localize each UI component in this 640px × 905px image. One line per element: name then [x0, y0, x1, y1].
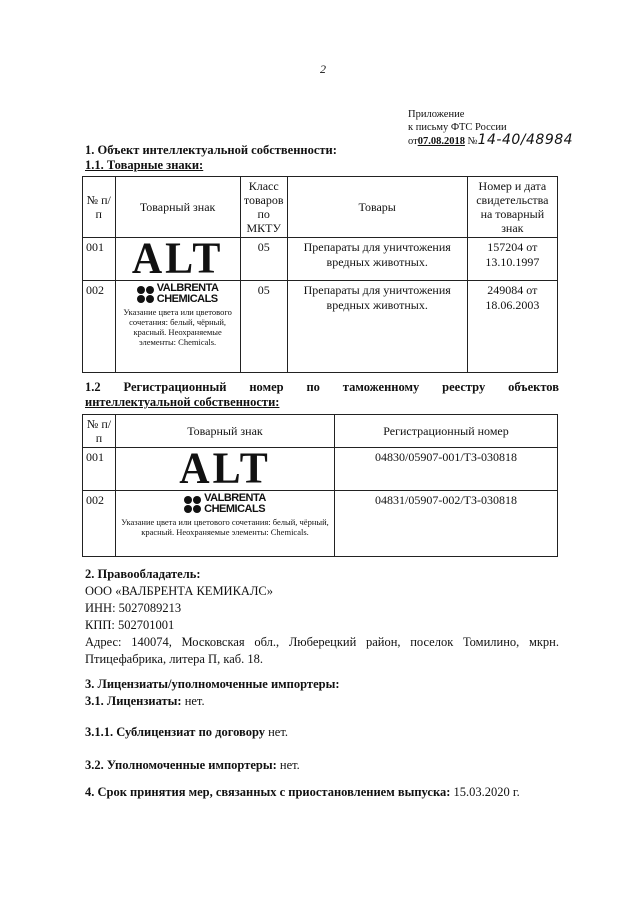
- header-num: № п/п: [83, 177, 116, 238]
- row-goods: Препараты для уничтожения вредных животных.: [287, 238, 467, 281]
- term-value: 15.03.2020 г.: [453, 785, 520, 799]
- logo-note: Указание цвета или цветового сочетания: белый, чёрный, красный. Неохраняемые элементы: Chemicals.: [123, 307, 232, 347]
- trademark-alt-logo: [115, 234, 240, 284]
- row-certificate: 157204 от 13.10.1997: [467, 238, 557, 281]
- licensees-label: 3.1. Лицензиаты:: [85, 694, 182, 708]
- valbrenta-word: VALBRENTA: [204, 492, 266, 504]
- licensees-value: нет.: [184, 694, 205, 708]
- trademark-alt-logo: [116, 444, 335, 494]
- company-kpp: КПП: 502701001: [85, 618, 175, 632]
- section1-subtitle: 1.1. Товарные знаки:: [85, 158, 204, 172]
- row-num: 001: [83, 238, 116, 281]
- valbrenta-word: VALBRENTA: [156, 282, 219, 294]
- trademark-valbrenta-logo: [115, 281, 240, 373]
- company-address: Адрес: 140074, Московская обл., Люберецкий район, поселок Томилино, мкрн. Птицефабрика, литера П, каб. 18.: [85, 635, 559, 666]
- header-trademark: Товарный знак: [116, 415, 335, 448]
- rightholder-section: [85, 566, 559, 668]
- section2-title: 2. Правообладатель:: [85, 567, 201, 581]
- section12-title-line1: 1.2 Регистрационный номер по таможенному реестру объектов: [85, 380, 559, 394]
- alt-logo-text: ALT: [131, 234, 224, 284]
- valbrenta-logo: [119, 493, 331, 515]
- valbrenta-dots-icon: [137, 286, 154, 303]
- page-number: 2: [320, 62, 326, 76]
- appendix-number: 14-40/48984: [477, 132, 574, 148]
- row-reg-number: 04831/05907-002/ТЗ-030818: [335, 491, 558, 557]
- table-row: [83, 448, 558, 491]
- header-reg-number: Регистрационный номер: [335, 415, 558, 448]
- appendix-line1: Приложение: [408, 109, 465, 120]
- trademarks-table: [82, 176, 558, 373]
- table-header-row: [83, 415, 558, 448]
- term-label: 4. Срок принятия мер, связанных с приостановлением выпуска:: [85, 785, 451, 799]
- row-goods: Препараты для уничтожения вредных животных.: [287, 281, 467, 373]
- appendix-from-prefix: от: [408, 136, 418, 147]
- valbrenta-logo: [119, 283, 237, 305]
- section12-title-line2: интеллектуальной собственности:: [85, 395, 280, 409]
- sublicensee-label: 3.1.1. Сублицензиат по договору: [85, 725, 265, 739]
- importers-value: нет.: [279, 758, 300, 772]
- appendix-stamp: [408, 108, 573, 148]
- company-inn: ИНН: 5027089213: [85, 601, 182, 615]
- header-certificate: Номер и дата свидетельства на товарный знак: [467, 177, 557, 238]
- header-trademark: Товарный знак: [115, 177, 240, 238]
- sublicensee-value: нет.: [268, 725, 288, 739]
- row-class: 05: [240, 238, 287, 281]
- section3-title: 3. Лицензиаты/уполномоченные импортеры:: [85, 677, 340, 691]
- company-name: ООО «ВАЛБРЕНТА КЕМИКАЛС»: [85, 584, 274, 598]
- appendix-date: 07.08.2018: [417, 136, 465, 147]
- row-certificate: 249084 от 18.06.2003: [467, 281, 557, 373]
- appendix-line2: к письму ФТС России: [408, 122, 507, 133]
- table-header-row: [83, 177, 558, 238]
- row-num: 001: [83, 448, 116, 491]
- logo-note: Указание цвета или цветового сочетания: белый, чёрный, красный. Неохраняемые элементы: Chemicals.: [121, 517, 329, 537]
- row-num: 002: [83, 281, 116, 373]
- licensees-section: [85, 676, 559, 774]
- section1-title: 1. Объект интеллектуальной собственности:: [85, 143, 337, 157]
- importers-label: 3.2. Уполномоченные импортеры:: [85, 758, 277, 772]
- header-goods: Товары: [287, 177, 467, 238]
- appendix-number-prefix: №: [467, 136, 478, 147]
- term-section: [85, 784, 565, 801]
- valbrenta-dots-icon: [184, 496, 201, 513]
- table-row: [83, 238, 558, 281]
- chemicals-word: CHEMICALS: [204, 503, 266, 515]
- table-row: [83, 491, 558, 557]
- registry-table: [82, 414, 558, 557]
- header-num: № п/п: [83, 415, 116, 448]
- alt-logo-text: ALT: [179, 444, 271, 494]
- table-row: [83, 281, 558, 373]
- chemicals-word: CHEMICALS: [156, 293, 218, 305]
- trademark-valbrenta-logo: [116, 491, 335, 557]
- row-reg-number: 04830/05907-001/ТЗ-030818: [335, 448, 558, 491]
- row-num: 002: [83, 491, 116, 557]
- row-class: 05: [240, 281, 287, 373]
- appendix-ref: [408, 134, 573, 148]
- header-class: Класс товаров по МКТУ: [240, 177, 287, 238]
